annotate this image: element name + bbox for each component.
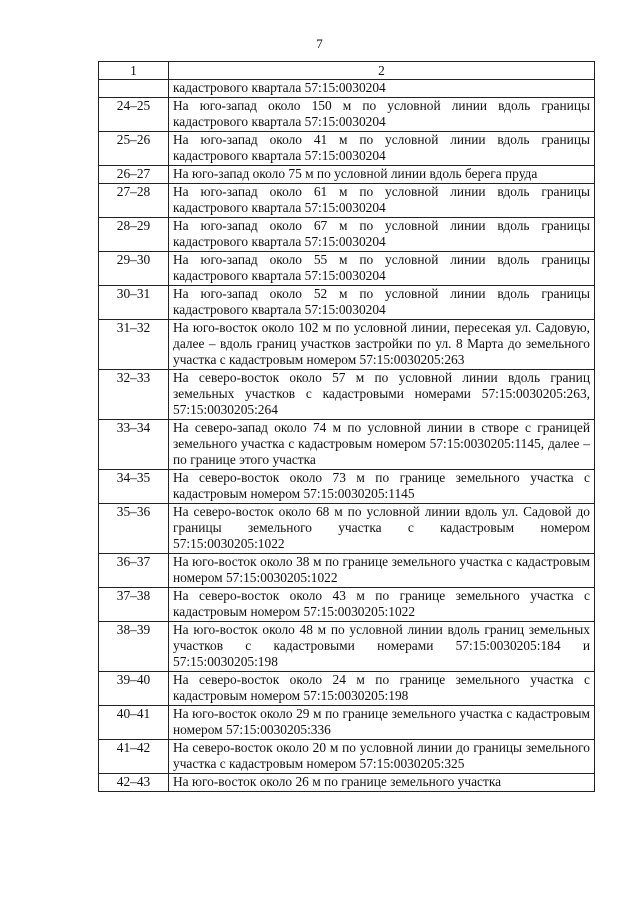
segment-cell: 35–36 (99, 504, 169, 554)
segment-cell: 40–41 (99, 706, 169, 740)
segment-cell: 26–27 (99, 166, 169, 184)
table-row (99, 420, 595, 470)
description-cell: На юго-запад около 67 м по условной линии вдоль границы кадастрового квартала 57:15:0030204 (169, 218, 595, 252)
segment-cell: 37–38 (99, 588, 169, 622)
segment-cell: 33–34 (99, 420, 169, 470)
table-row (99, 98, 595, 132)
segment-cell: 29–30 (99, 252, 169, 286)
table-row (99, 184, 595, 218)
segment-cell: 31–32 (99, 320, 169, 370)
table-row (99, 554, 595, 588)
segment-cell: 24–25 (99, 98, 169, 132)
table-row (99, 774, 595, 792)
description-cell: На юго-запад около 52 м по условной линии вдоль границы кадастрового квартала 57:15:0030204 (169, 286, 595, 320)
segment-cell: 42–43 (99, 774, 169, 792)
segment-cell: 27–28 (99, 184, 169, 218)
segment-cell: 32–33 (99, 370, 169, 420)
description-cell: На юго-восток около 38 м по границе земельного участка с кадастровым номером 57:15:0030205:1022 (169, 554, 595, 588)
description-cell: На юго-восток около 102 м по условной линии, пересекая ул. Садовую, далее – вдоль границ участков застройки по ул. 8 Марта до земельного участка с кадастровым номером 57:15:0030205:263 (169, 320, 595, 370)
table-row (99, 252, 595, 286)
description-cell: кадастрового квартала 57:15:0030204 (169, 80, 595, 98)
description-cell: На юго-восток около 48 м по условной линии вдоль границ земельных участков с кадастровыми номерами 57:15:0030205:184 и 57:15:0030205:198 (169, 622, 595, 672)
segment-cell (99, 80, 169, 98)
table-row (99, 588, 595, 622)
description-cell: На северо-восток около 43 м по границе земельного участка с кадастровым номером 57:15:0030205:1022 (169, 588, 595, 622)
page-number: 7 (316, 36, 323, 51)
segment-cell: 34–35 (99, 470, 169, 504)
segment-cell: 38–39 (99, 622, 169, 672)
segment-cell: 25–26 (99, 132, 169, 166)
description-cell: На северо-восток около 24 м по границе земельного участка с кадастровым номером 57:15:0030205:198 (169, 672, 595, 706)
table-row (99, 166, 595, 184)
description-cell: На юго-запад около 75 м по условной линии вдоль берега пруда (169, 166, 595, 184)
description-cell: На северо-восток около 57 м по условной линии вдоль границ земельных участков с кадастровыми номерами 57:15:0030205:263, 57:15:0030205:264 (169, 370, 595, 420)
description-cell: На северо-запад около 74 м по условной линии в створе с границей земельного участка с кадастровым номером 57:15:0030205:1145, далее – по границе этого участка (169, 420, 595, 470)
segment-cell: 36–37 (99, 554, 169, 588)
segment-cell: 41–42 (99, 740, 169, 774)
description-cell: На юго-запад около 55 м по условной линии вдоль границы кадастрового квартала 57:15:0030204 (169, 252, 595, 286)
boundary-description-table (98, 61, 595, 792)
header-description-column: 2 (169, 62, 595, 80)
segment-cell: 30–31 (99, 286, 169, 320)
description-cell: На северо-восток около 20 м по условной линии до границы земельного участка с кадастровым номером 57:15:0030205:325 (169, 740, 595, 774)
description-cell: На северо-восток около 68 м по условной линии вдоль ул. Садовой до границы земельного участка с кадастровым номером 57:15:0030205:1022 (169, 504, 595, 554)
table-row (99, 320, 595, 370)
table-row (99, 370, 595, 420)
table-row (99, 706, 595, 740)
table-row (99, 218, 595, 252)
continuation-row (99, 80, 595, 98)
segment-cell: 39–40 (99, 672, 169, 706)
table-row (99, 504, 595, 554)
segment-cell: 28–29 (99, 218, 169, 252)
table-row (99, 286, 595, 320)
description-cell: На юго-запад около 61 м по условной линии вдоль границы кадастрового квартала 57:15:0030204 (169, 184, 595, 218)
table-header-row (99, 62, 595, 80)
table-row (99, 622, 595, 672)
description-cell: На юго-восток около 26 м по границе земельного участка (169, 774, 595, 792)
table-row (99, 740, 595, 774)
table-row (99, 470, 595, 504)
description-cell: На юго-запад около 41 м по условной линии вдоль границы кадастрового квартала 57:15:0030204 (169, 132, 595, 166)
table-row (99, 132, 595, 166)
table-row (99, 672, 595, 706)
description-cell: На юго-запад около 150 м по условной линии вдоль границы кадастрового квартала 57:15:0030204 (169, 98, 595, 132)
description-cell: На северо-восток около 73 м по границе земельного участка с кадастровым номером 57:15:0030205:1145 (169, 470, 595, 504)
description-cell: На юго-восток около 29 м по границе земельного участка с кадастровым номером 57:15:0030205:336 (169, 706, 595, 740)
header-segment-column: 1 (99, 62, 169, 80)
